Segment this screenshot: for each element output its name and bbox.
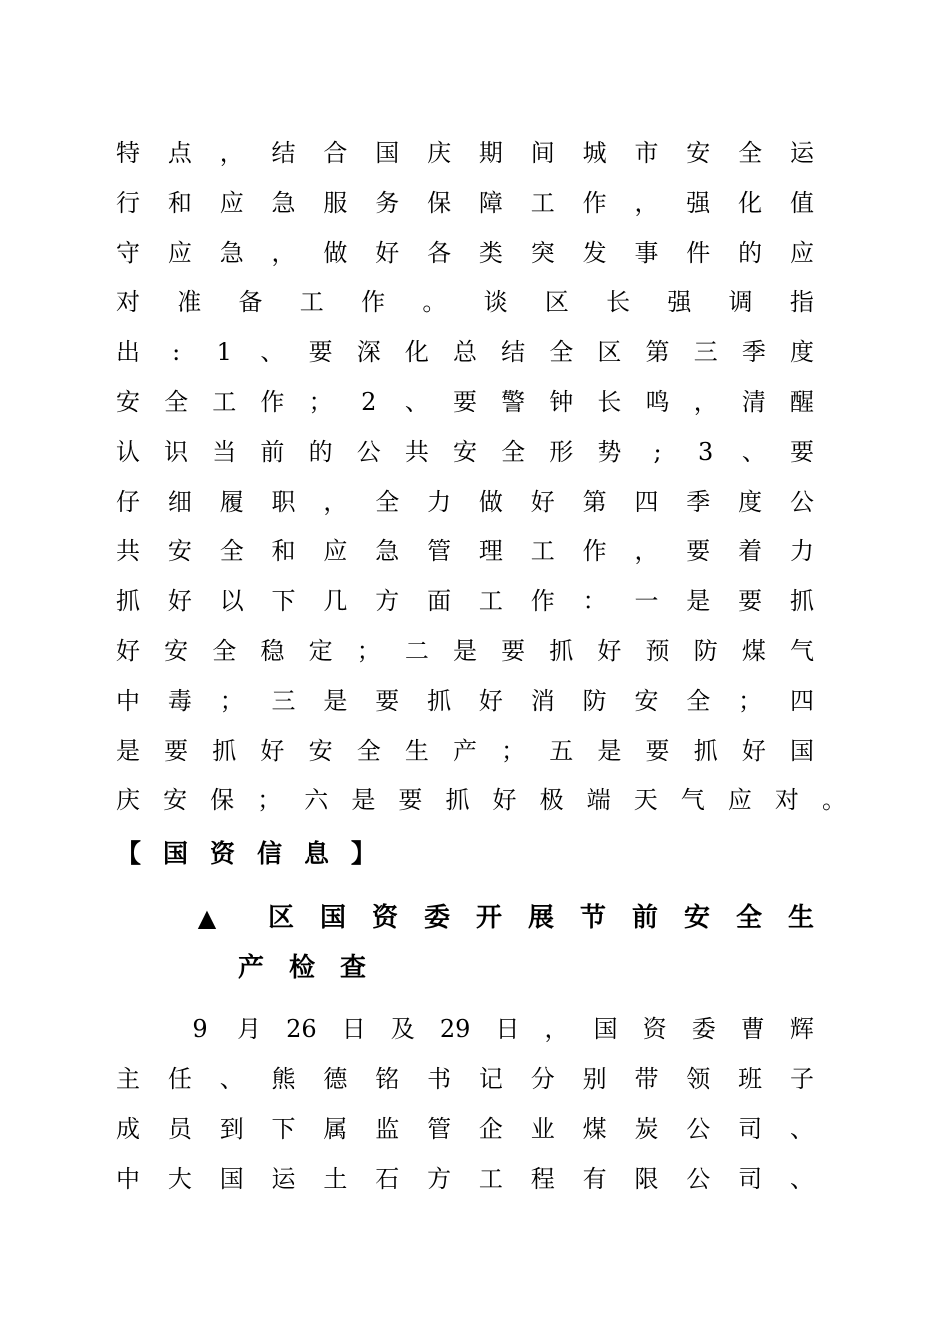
glyph: 书 [427, 1065, 452, 1093]
text-line [116, 1062, 814, 1096]
glyph: 气 [680, 786, 705, 815]
glyph: 事 [634, 238, 659, 267]
glyph: 五 [549, 736, 574, 765]
glyph: 抓 [693, 736, 718, 765]
glyph: 度 [738, 487, 763, 516]
text-line [116, 435, 814, 469]
glyph: 一 [634, 587, 659, 616]
glyph: 产 [238, 953, 265, 983]
glyph: 季 [741, 338, 766, 367]
glyph: 节 [579, 903, 606, 933]
text-line [188, 1012, 814, 1046]
glyph: 方 [375, 587, 400, 616]
glyph: 国 [219, 1165, 244, 1193]
glyph: 力 [427, 487, 452, 516]
glyph: ； [501, 736, 526, 765]
glyph: ； [308, 388, 333, 416]
glyph: 防 [693, 637, 718, 665]
glyph: 开 [475, 903, 502, 933]
glyph: 全 [212, 637, 237, 665]
glyph: 六 [304, 786, 329, 815]
glyph: 成 [116, 1115, 140, 1143]
glyph: 点 [167, 139, 192, 167]
glyph: 应 [789, 238, 814, 267]
glyph: 全 [356, 736, 381, 765]
glyph: 认 [116, 437, 140, 466]
glyph: 安 [164, 637, 189, 665]
glyph: 和 [167, 188, 192, 217]
glyph: 要 [738, 587, 763, 616]
glyph: 下 [271, 1115, 296, 1143]
glyph: ： [582, 587, 607, 616]
glyph: 工 [478, 587, 503, 616]
glyph: 稳 [260, 637, 285, 665]
glyph: 做 [323, 238, 348, 267]
glyph: 庆 [427, 139, 452, 167]
glyph: 全 [738, 139, 763, 167]
glyph: 化 [404, 338, 429, 367]
glyph: 准 [177, 288, 202, 317]
glyph: 好 [492, 786, 517, 815]
glyph: 安 [452, 437, 477, 466]
glyph: 、 [789, 1115, 814, 1143]
glyph: 市 [634, 139, 659, 167]
glyph: 子 [789, 1065, 814, 1093]
glyph: 急 [219, 238, 244, 267]
glyph: 强 [686, 188, 711, 217]
glyph: 。 [422, 288, 447, 317]
glyph: 员 [167, 1115, 192, 1143]
glyph: 司 [738, 1165, 763, 1193]
glyph: 做 [478, 487, 503, 516]
text-line [116, 684, 814, 718]
glyph: 作 [260, 388, 285, 416]
glyph: 气 [789, 637, 814, 665]
glyph: 查 [339, 953, 366, 983]
glyph: 息 [303, 839, 329, 868]
headline-line-1 [194, 896, 814, 940]
glyph: 铭 [375, 1065, 400, 1093]
glyph: 钟 [549, 388, 574, 416]
glyph: 要 [452, 388, 477, 416]
glyph: 要 [308, 338, 333, 367]
glyph: 前 [631, 903, 658, 933]
glyph: 指 [789, 288, 814, 317]
glyph: 抓 [116, 587, 140, 616]
glyph: 要 [501, 637, 526, 665]
glyph: 全 [501, 437, 526, 466]
glyph: 保 [427, 188, 452, 217]
glyph: 作 [582, 188, 607, 217]
glyph: 石 [375, 1165, 400, 1193]
glyph: 应 [323, 537, 348, 566]
glyph: 深 [356, 338, 381, 367]
glyph: 别 [582, 1065, 607, 1093]
glyph: 区 [544, 288, 569, 317]
glyph: 、 [404, 388, 429, 416]
glyph: 方 [427, 1165, 452, 1193]
glyph: 清 [741, 388, 766, 416]
glyph: 辉 [789, 1015, 814, 1043]
glyph: 监 [375, 1115, 400, 1143]
glyph: 对 [116, 288, 140, 317]
section-title [116, 834, 376, 874]
glyph: ； [257, 786, 282, 815]
glyph: 各 [427, 238, 452, 267]
glyph: 1 [216, 338, 232, 367]
glyph: 公 [686, 1115, 711, 1143]
glyph: 面 [427, 587, 452, 616]
glyph: 司 [738, 1115, 763, 1143]
glyph: 醒 [789, 388, 814, 416]
glyph: 障 [478, 188, 503, 217]
glyph: 中 [116, 686, 140, 715]
glyph: 全 [686, 686, 711, 715]
glyph: ； [356, 637, 381, 665]
glyph: 土 [323, 1165, 348, 1193]
glyph: 三 [693, 338, 718, 367]
glyph: 好 [167, 587, 192, 616]
glyph: 信 [256, 839, 282, 868]
glyph: 要 [686, 537, 711, 566]
glyph: 四 [634, 487, 659, 516]
glyph: 长 [597, 388, 622, 416]
glyph: 件 [686, 238, 711, 267]
glyph: 管 [427, 537, 452, 566]
glyph: 有 [582, 1165, 607, 1193]
text-line [116, 734, 814, 768]
glyph: 期 [478, 139, 503, 167]
glyph: 几 [323, 587, 348, 616]
text-line [116, 385, 814, 419]
glyph: 26 [286, 1015, 317, 1043]
glyph: 9 [192, 1015, 208, 1043]
text-line [116, 783, 846, 817]
glyph: 抓 [789, 587, 814, 616]
glyph: 国 [593, 1015, 618, 1043]
glyph: 抓 [549, 637, 574, 665]
glyph: 、 [260, 338, 285, 367]
text-line [116, 186, 814, 220]
glyph: 、 [219, 1065, 244, 1093]
glyph: 端 [586, 786, 611, 815]
glyph: 检 [288, 953, 315, 983]
glyph: 值 [789, 188, 814, 217]
glyph: 急 [271, 188, 296, 217]
glyph: ； [219, 686, 244, 715]
glyph: 国 [375, 139, 400, 167]
glyph: ， [634, 188, 659, 217]
glyph: 炭 [634, 1115, 659, 1143]
glyph: 大 [167, 1165, 192, 1193]
glyph: 天 [633, 786, 658, 815]
glyph: 四 [789, 686, 814, 715]
glyph: 履 [219, 487, 244, 516]
glyph: 谈 [483, 288, 508, 317]
glyph: 第 [582, 487, 607, 516]
glyph: ， [634, 537, 659, 566]
glyph: 识 [164, 437, 189, 466]
glyph: 限 [634, 1165, 659, 1193]
glyph: 国 [319, 903, 346, 933]
glyph: ， [219, 139, 244, 167]
glyph: 好 [260, 736, 285, 765]
glyph: 的 [308, 437, 333, 466]
glyph: 全 [735, 903, 762, 933]
glyph: 对 [774, 786, 799, 815]
glyph: 是 [597, 736, 622, 765]
glyph: 】 [350, 839, 376, 868]
glyph: 前 [260, 437, 285, 466]
glyph: 预 [645, 637, 670, 665]
glyph: 作 [582, 537, 607, 566]
glyph: 共 [116, 537, 140, 566]
glyph: 安 [116, 388, 140, 416]
glyph: 领 [686, 1065, 711, 1093]
glyph: 毒 [167, 686, 192, 715]
glyph: : [172, 338, 181, 367]
glyph: 二 [404, 637, 429, 665]
glyph: 好 [375, 238, 400, 267]
glyph: 合 [323, 139, 348, 167]
glyph: 三 [271, 686, 296, 715]
glyph: 作 [361, 288, 386, 317]
glyph: 共 [404, 437, 429, 466]
glyph: ； [738, 686, 763, 715]
glyph: ; [653, 437, 662, 466]
glyph: 全 [549, 338, 574, 367]
glyph: 委 [691, 1015, 716, 1043]
glyph: 运 [789, 139, 814, 167]
glyph: ， [693, 388, 718, 416]
glyph: 总 [452, 338, 477, 367]
glyph: 出 [116, 338, 140, 367]
glyph: 力 [789, 537, 814, 566]
glyph: 班 [738, 1065, 763, 1093]
glyph: 好 [478, 686, 503, 715]
glyph: 仔 [116, 487, 140, 516]
glyph: 3 [698, 437, 714, 466]
glyph: 是 [686, 587, 711, 616]
glyph: 安 [308, 736, 333, 765]
glyph: 定 [308, 637, 333, 665]
glyph: 熊 [271, 1065, 296, 1093]
glyph: 长 [606, 288, 631, 317]
glyph: 曹 [740, 1015, 765, 1043]
glyph: 国 [789, 736, 814, 765]
glyph: 结 [501, 338, 526, 367]
glyph: 产 [452, 736, 477, 765]
glyph: 安 [167, 537, 192, 566]
glyph: 庆 [116, 786, 140, 815]
glyph: 形 [549, 437, 574, 466]
glyph: ， [544, 1015, 569, 1043]
glyph: 间 [530, 139, 555, 167]
glyph: 、 [741, 437, 766, 466]
glyph: 应 [727, 786, 752, 815]
glyph: ， [323, 487, 348, 516]
glyph: 日 [341, 1015, 366, 1043]
glyph: 全 [375, 487, 400, 516]
glyph: 公 [789, 487, 814, 516]
glyph: 好 [597, 637, 622, 665]
glyph: 属 [323, 1115, 348, 1143]
glyph: 运 [271, 1165, 296, 1193]
glyph: 类 [478, 238, 503, 267]
glyph: 结 [271, 139, 296, 167]
glyph: 全 [164, 388, 189, 416]
glyph: 守 [116, 238, 140, 267]
glyph: 工 [212, 388, 237, 416]
glyph: 工 [530, 188, 555, 217]
glyph: 德 [323, 1065, 348, 1093]
glyph: 理 [478, 537, 503, 566]
glyph: 应 [219, 188, 244, 217]
glyph: 主 [116, 1065, 140, 1093]
glyph: 生 [787, 903, 814, 933]
text-line [116, 534, 814, 568]
glyph: 。 [821, 786, 846, 815]
glyph: 资 [642, 1015, 667, 1043]
glyph: 公 [686, 1165, 711, 1193]
glyph: ， [271, 238, 296, 267]
text-line [116, 634, 814, 668]
glyph: 工 [530, 537, 555, 566]
glyph: 季 [686, 487, 711, 516]
glyph: 下 [271, 587, 296, 616]
glyph: 煤 [741, 637, 766, 665]
glyph: 防 [582, 686, 607, 715]
glyph: 着 [738, 537, 763, 566]
glyph: 安 [163, 786, 188, 815]
glyph: 急 [375, 537, 400, 566]
glyph: 生 [404, 736, 429, 765]
glyph: 记 [478, 1065, 503, 1093]
glyph: 鸣 [645, 388, 670, 416]
glyph: 度 [789, 338, 814, 367]
glyph: 煤 [582, 1115, 607, 1143]
glyph: 要 [645, 736, 670, 765]
glyph: 的 [738, 238, 763, 267]
glyph: 公 [356, 437, 381, 466]
glyph: 极 [539, 786, 564, 815]
glyph: 当 [212, 437, 237, 466]
glyph: 作 [530, 587, 555, 616]
glyph: 【 [116, 839, 142, 868]
glyph: 特 [116, 139, 140, 167]
glyph: 是 [452, 637, 477, 665]
glyph: 化 [738, 188, 763, 217]
glyph: 月 [237, 1015, 262, 1043]
glyph: 工 [478, 1165, 503, 1193]
glyph: 细 [167, 487, 192, 516]
glyph: 好 [530, 487, 555, 516]
glyph: 及 [390, 1015, 415, 1043]
glyph: 到 [219, 1115, 244, 1143]
glyph: 是 [323, 686, 348, 715]
glyph: 程 [530, 1165, 555, 1193]
triangle-bullet-icon: ▲ [197, 903, 217, 932]
glyph: 消 [530, 686, 555, 715]
glyph: 是 [116, 736, 140, 765]
text-line [116, 335, 814, 369]
glyph: 安 [634, 686, 659, 715]
glyph: 安 [683, 903, 710, 933]
glyph: 抓 [445, 786, 470, 815]
text-line [116, 285, 814, 319]
glyph: 全 [219, 537, 244, 566]
glyph: 第 [645, 338, 670, 367]
glyph: 管 [427, 1115, 452, 1143]
glyph: 服 [323, 188, 348, 217]
glyph: 要 [789, 437, 814, 466]
glyph: 业 [530, 1115, 555, 1143]
text-line [116, 1162, 814, 1196]
glyph: 应 [167, 238, 192, 267]
glyph: 资 [371, 903, 398, 933]
glyph: 中 [116, 1165, 140, 1193]
glyph: 国 [162, 839, 188, 868]
glyph: 企 [478, 1115, 503, 1143]
glyph: 2 [361, 388, 377, 416]
glyph: 调 [728, 288, 753, 317]
glyph: 要 [164, 736, 189, 765]
glyph: 委 [423, 903, 450, 933]
glyph: 工 [299, 288, 324, 317]
glyph: 警 [501, 388, 526, 416]
glyph: 强 [667, 288, 692, 317]
glyph: 带 [634, 1065, 659, 1093]
glyph: 任 [167, 1065, 192, 1093]
glyph: 要 [398, 786, 423, 815]
glyph: 务 [375, 188, 400, 217]
glyph: 备 [238, 288, 263, 317]
glyph: 安 [686, 139, 711, 167]
glyph: 是 [351, 786, 376, 815]
glyph: 城 [582, 139, 607, 167]
glyph: 势 [597, 437, 622, 466]
text-line [116, 584, 814, 618]
text-line [116, 136, 814, 170]
glyph: 好 [741, 736, 766, 765]
glyph: 资 [209, 839, 235, 868]
glyph: 职 [271, 487, 296, 516]
text-line [116, 236, 814, 270]
glyph: 要 [375, 686, 400, 715]
glyph: 展 [527, 903, 554, 933]
glyph: 好 [116, 637, 140, 665]
glyph: 保 [210, 786, 235, 815]
headline-line-2 [238, 946, 366, 990]
glyph: 突 [530, 238, 555, 267]
glyph: 日 [495, 1015, 520, 1043]
text-line [116, 1112, 814, 1146]
glyph: 以 [219, 587, 244, 616]
glyph: 区 [597, 338, 622, 367]
text-line [116, 485, 814, 519]
glyph: 发 [582, 238, 607, 267]
glyph: 、 [789, 1165, 814, 1193]
glyph: 行 [116, 188, 140, 217]
glyph: 分 [530, 1065, 555, 1093]
glyph: 和 [271, 537, 296, 566]
glyph: 抓 [212, 736, 237, 765]
glyph: 区 [267, 903, 294, 933]
glyph: 抓 [427, 686, 452, 715]
glyph: 29 [439, 1015, 471, 1043]
